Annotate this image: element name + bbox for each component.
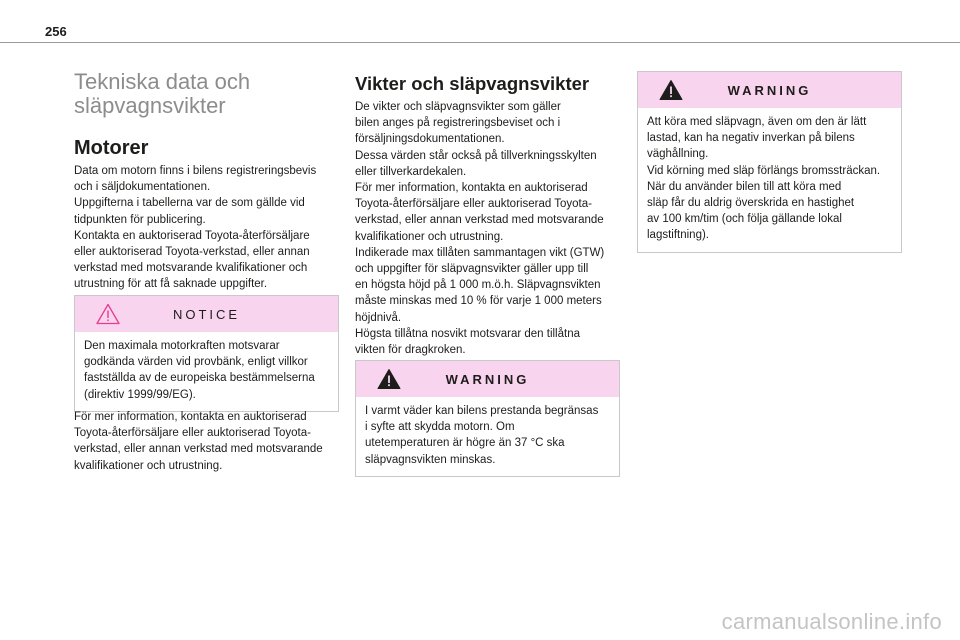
warning-triangle-icon: [659, 79, 683, 101]
notice-header: [75, 296, 338, 332]
heading-motorer: Motorer: [74, 137, 149, 159]
watermark-link[interactable]: carmanualsonline.info: [721, 609, 942, 634]
warning-text-trailer: Att köra med släpvagn, även om den är lätt lastad, kan ha negativ inverkan på bilens väghållning. Vid körning med släp förlängs bromssträckan. När du använder bilen till att köra med släp får du aldrig överskrida en hastighet av 100 km/tim (och följa gällande lokal lagstiftning).: [647, 116, 881, 242]
warning-label-heat: WARNING: [445, 371, 530, 387]
warning-text-heat: I varmt väder kan bilens prestanda begränsas i syfte att skydda motorn. Om utetemperaturen är högre än 37 °C ska släpvagnsvikten minskas.: [365, 405, 599, 466]
top-divider: [0, 42, 960, 43]
warning-header-trailer: [638, 72, 901, 108]
warning-header-heat: [356, 361, 619, 397]
heading-vikter: Vikter och släpvagnsvikter: [355, 73, 590, 94]
section-title: Tekniska data och släpvagnsvikter: [74, 69, 251, 118]
notice-text: Den maximala motorkraften motsvarar godkända värden vid provbänk, enligt villkor fastställda av de europeiska bestämmelserna (direktiv 1999/99/EG).: [84, 340, 315, 401]
caution-triangle-icon: [96, 303, 120, 325]
warning-box-heat: [355, 360, 620, 477]
page-number: 256: [45, 24, 67, 39]
warning-triangle-icon: [377, 368, 401, 390]
vikter-text: De vikter och släpvagnsvikter som gäller bilen anges på registreringsbeviset och i försäljningsdokumentationen. Dessa värden står också på tillverkningsskylten eller tillverkardekalen. För mer information, kontakta en auktoriserad Toyota-återförsäljare eller auktoriserad Toyota- verkstad, eller annan verkstad med motsvarande kvalifikationer och utrustning. Indikerade max tillåten sammantagen vikt (GTW) och uppgifter för släpvagnsvikter gäller upp till en högsta höjd på 1 000 m.ö.h. Släpvagnsvikten måste minskas med 10 % för varje 1 000 meters höjdnivå. Högsta tillåtna nosvikt motsvarar den tillåtna vikten för dragkroken.: [355, 101, 605, 357]
notice-box: [74, 295, 339, 412]
warning-box-trailer: [637, 71, 902, 253]
motorer-outro-text: För mer information, kontakta en auktoriserad Toyota-återförsäljare eller auktoriserad Toyota- verkstad, eller annan verkstad med motsvarande kvalifikationer och utrustning.: [74, 411, 323, 472]
motorer-intro-text: Data om motorn finns i bilens registreringsbevis och i säljdokumentationen. Uppgifterna i tabellerna var de som gällde vid tidpunkten för publicering. Kontakta en auktoriserad Toyota-återförsäljare eller auktoriserad Toyota-verkstad, eller annan verkstad med motsvarande kvalifikationer och utrustning för att få saknade uppgifter.: [74, 165, 317, 291]
warning-label-trailer: WARNING: [727, 82, 812, 98]
notice-label: NOTICE: [172, 306, 241, 322]
